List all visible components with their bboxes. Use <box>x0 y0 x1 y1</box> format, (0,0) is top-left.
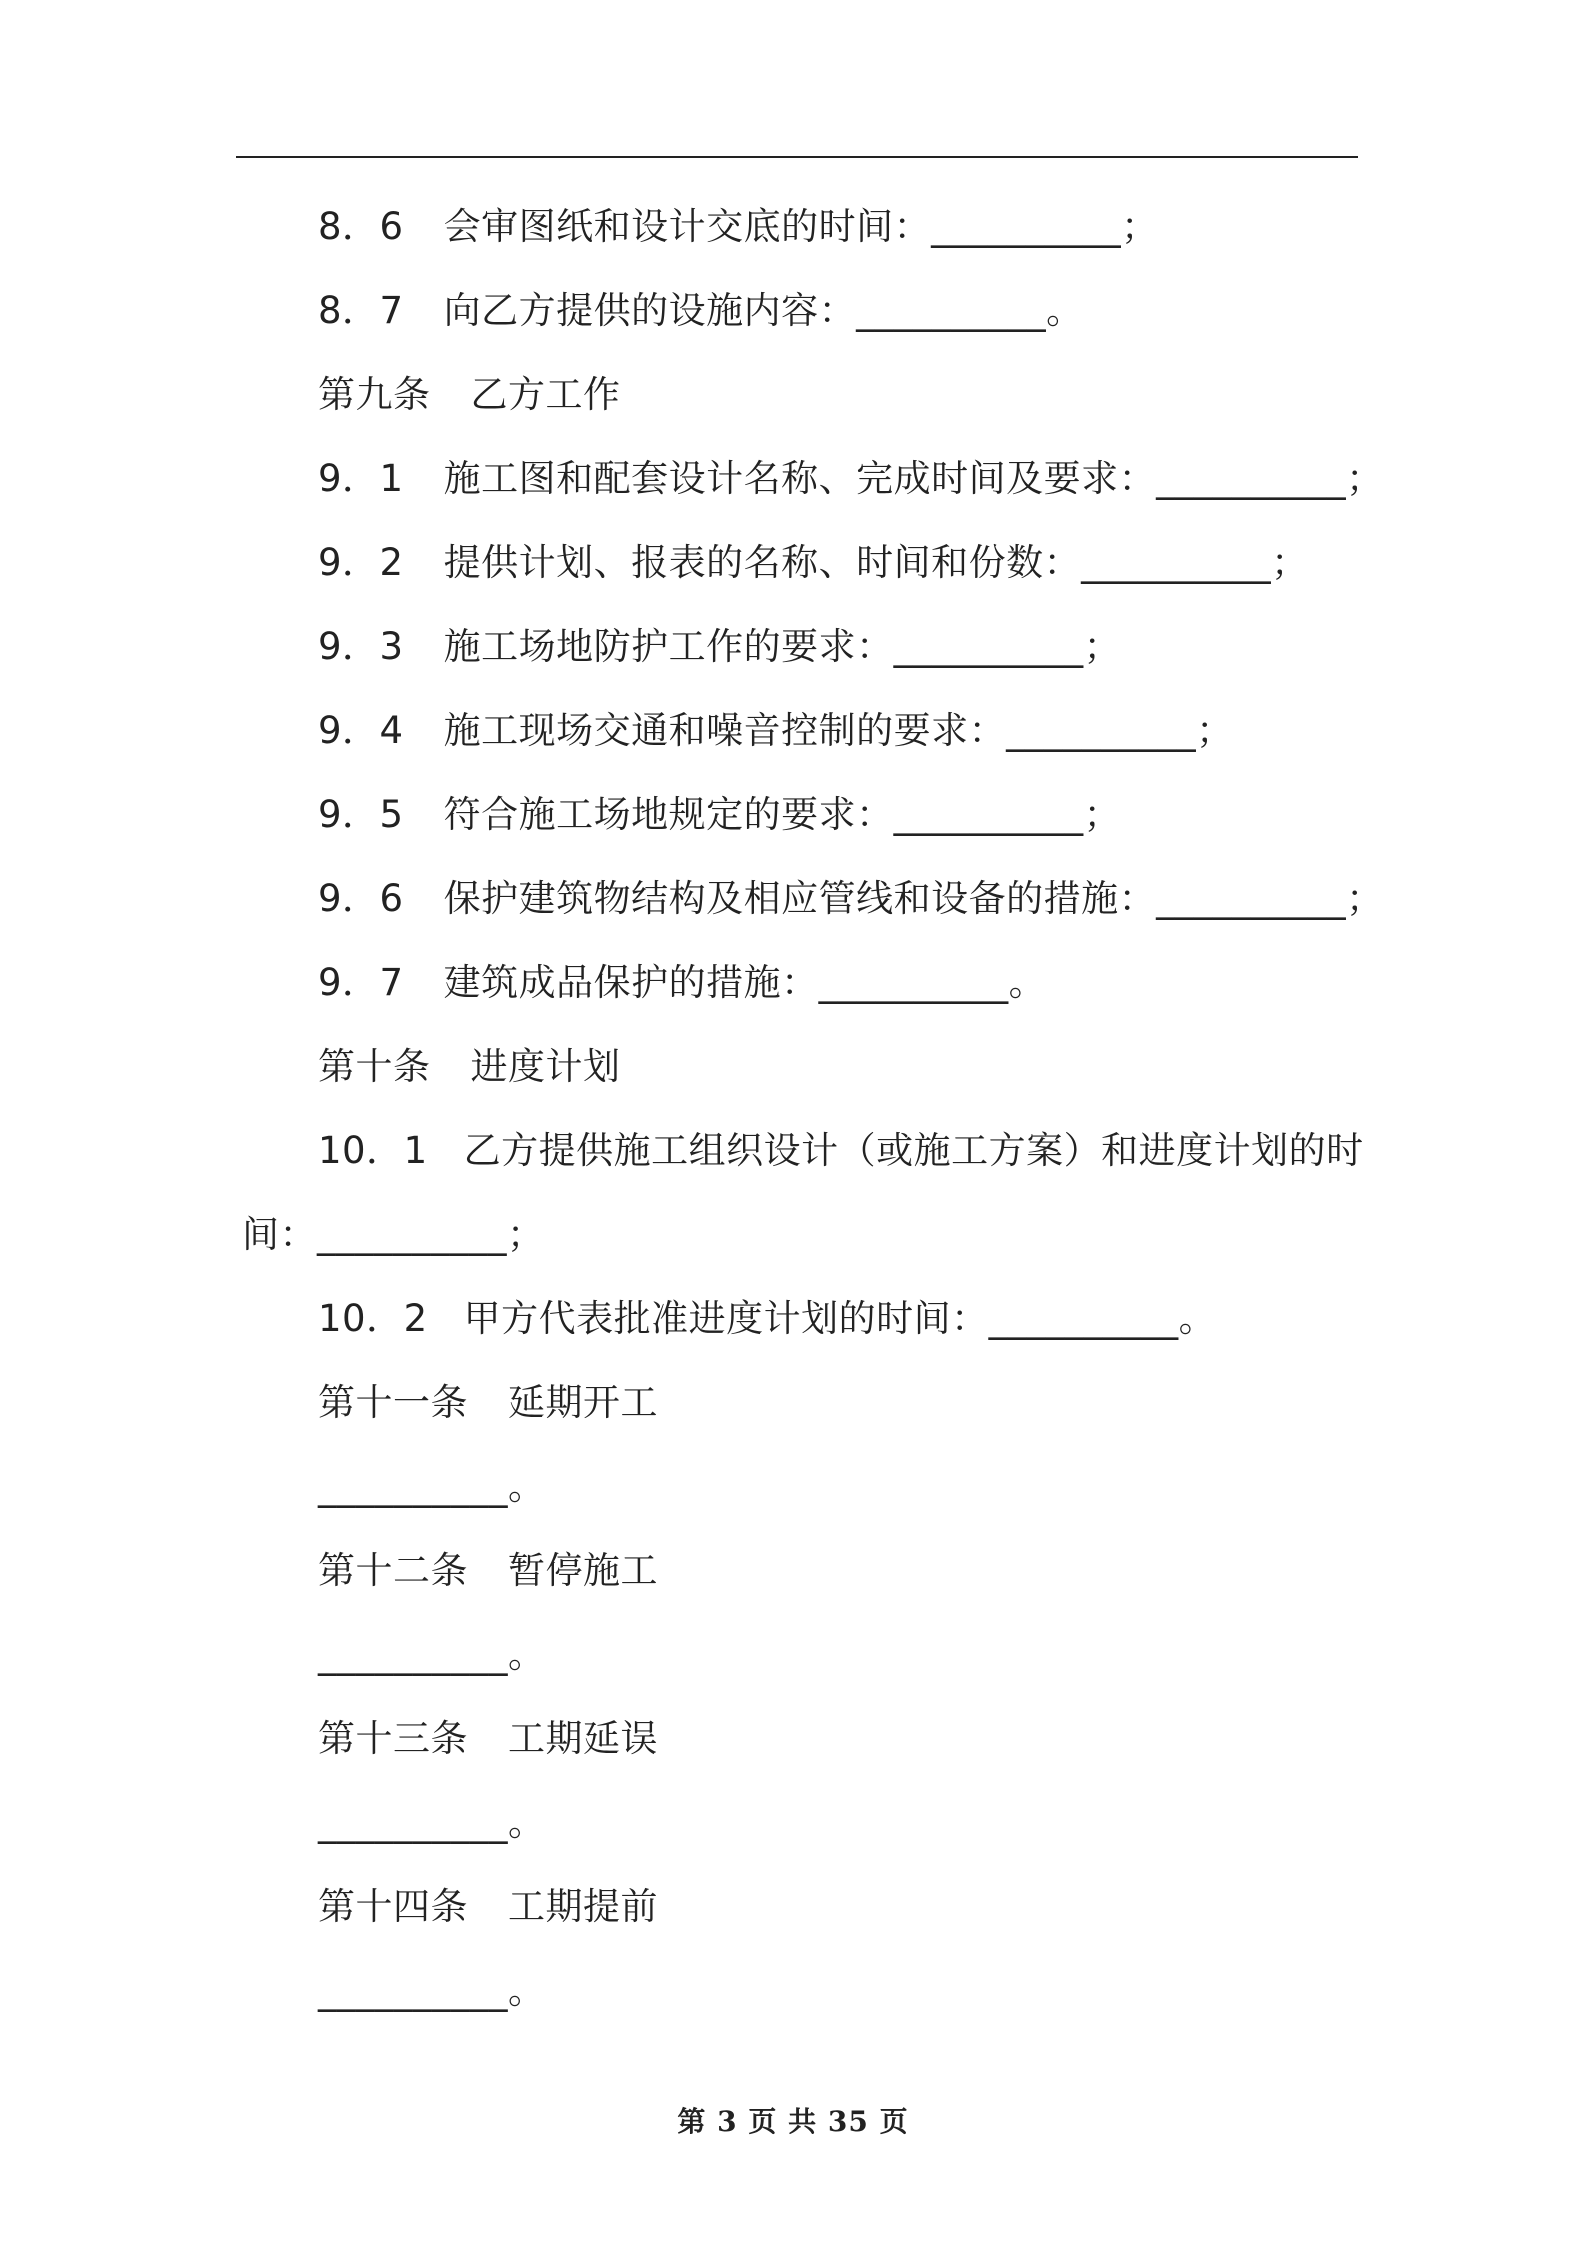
clause-9-5 <box>318 791 1121 839</box>
article-9-heading <box>318 371 621 419</box>
clause-10-2 <box>318 1295 1216 1343</box>
clause-number: 9．7 <box>318 961 404 1004</box>
article-13-blank <box>318 1799 546 1847</box>
blank-field: __________。 <box>318 1465 546 1508</box>
clause-9-7 <box>318 959 1046 1007</box>
article-14-heading <box>318 1883 658 1931</box>
article-title: 乙方工作 <box>470 373 621 416</box>
clause-text: 会审图纸和设计交底的时间：__________； <box>443 205 1159 248</box>
article-number: 第十条 <box>318 1045 431 1088</box>
clause-number: 9．3 <box>318 625 404 668</box>
article-14-blank <box>318 1967 546 2015</box>
clause-9-1 <box>318 455 1384 503</box>
article-10-heading <box>318 1043 621 1091</box>
clause-number: 9．1 <box>318 457 404 500</box>
article-title: 工期延误 <box>508 1717 658 1760</box>
clause-number: 10．2 <box>318 1297 428 1340</box>
blank-field: __________。 <box>318 1633 546 1676</box>
blank-field: __________。 <box>318 1969 546 2012</box>
page-footer: 第 3 页 共 35 页 <box>677 2105 909 2138</box>
article-12-heading <box>318 1547 658 1595</box>
clause-text: 间：__________； <box>242 1213 545 1256</box>
clause-text: 施工现场交通和噪音控制的要求：__________； <box>443 709 1234 752</box>
clause-number: 9．5 <box>318 793 404 836</box>
clause-text: 符合施工场地规定的要求：__________； <box>443 793 1122 836</box>
article-number: 第九条 <box>318 373 431 416</box>
clause-number: 9．6 <box>318 877 404 920</box>
article-number: 第十三条 <box>318 1717 468 1760</box>
clause-text: 乙方提供施工组织设计（或施工方案）和进度计划的时 <box>463 1129 1364 1172</box>
blank-field: __________。 <box>318 1801 546 1844</box>
clause-9-2 <box>318 539 1309 587</box>
clause-number: 9．4 <box>318 709 404 752</box>
clause-text: 施工场地防护工作的要求：__________； <box>443 625 1122 668</box>
clause-number: 10．1 <box>318 1129 428 1172</box>
article-title: 工期提前 <box>508 1885 658 1928</box>
clause-number: 8．6 <box>318 205 404 248</box>
clause-9-6 <box>318 875 1384 923</box>
article-11-blank <box>318 1463 546 1511</box>
clause-8-7 <box>318 287 1084 335</box>
article-number: 第十四条 <box>318 1885 468 1928</box>
clause-text: 保护建筑物结构及相应管线和设备的措施：__________； <box>443 877 1384 920</box>
clause-number: 9．2 <box>318 541 404 584</box>
clause-8-6 <box>318 203 1159 251</box>
clause-9-3 <box>318 623 1121 671</box>
header-rule <box>236 156 1358 158</box>
clause-9-4 <box>318 707 1234 755</box>
clause-10-1 <box>318 1127 1364 1175</box>
article-11-heading <box>318 1379 658 1427</box>
article-13-heading <box>318 1715 658 1763</box>
clause-number: 8．7 <box>318 289 404 332</box>
clause-text: 向乙方提供的设施内容：__________。 <box>443 289 1084 332</box>
article-title: 延期开工 <box>508 1381 658 1424</box>
clause-text: 施工图和配套设计名称、完成时间及要求：__________； <box>443 457 1384 500</box>
clause-text: 甲方代表批准进度计划的时间：__________。 <box>463 1297 1217 1340</box>
article-title: 暂停施工 <box>508 1549 658 1592</box>
article-number: 第十二条 <box>318 1549 468 1592</box>
clause-text: 建筑成品保护的措施：__________。 <box>443 961 1047 1004</box>
clause-10-1-continuation <box>242 1211 545 1259</box>
article-12-blank <box>318 1631 546 1679</box>
article-title: 进度计划 <box>470 1045 621 1088</box>
article-number: 第十一条 <box>318 1381 468 1424</box>
clause-text: 提供计划、报表的名称、时间和份数：__________； <box>443 541 1309 584</box>
